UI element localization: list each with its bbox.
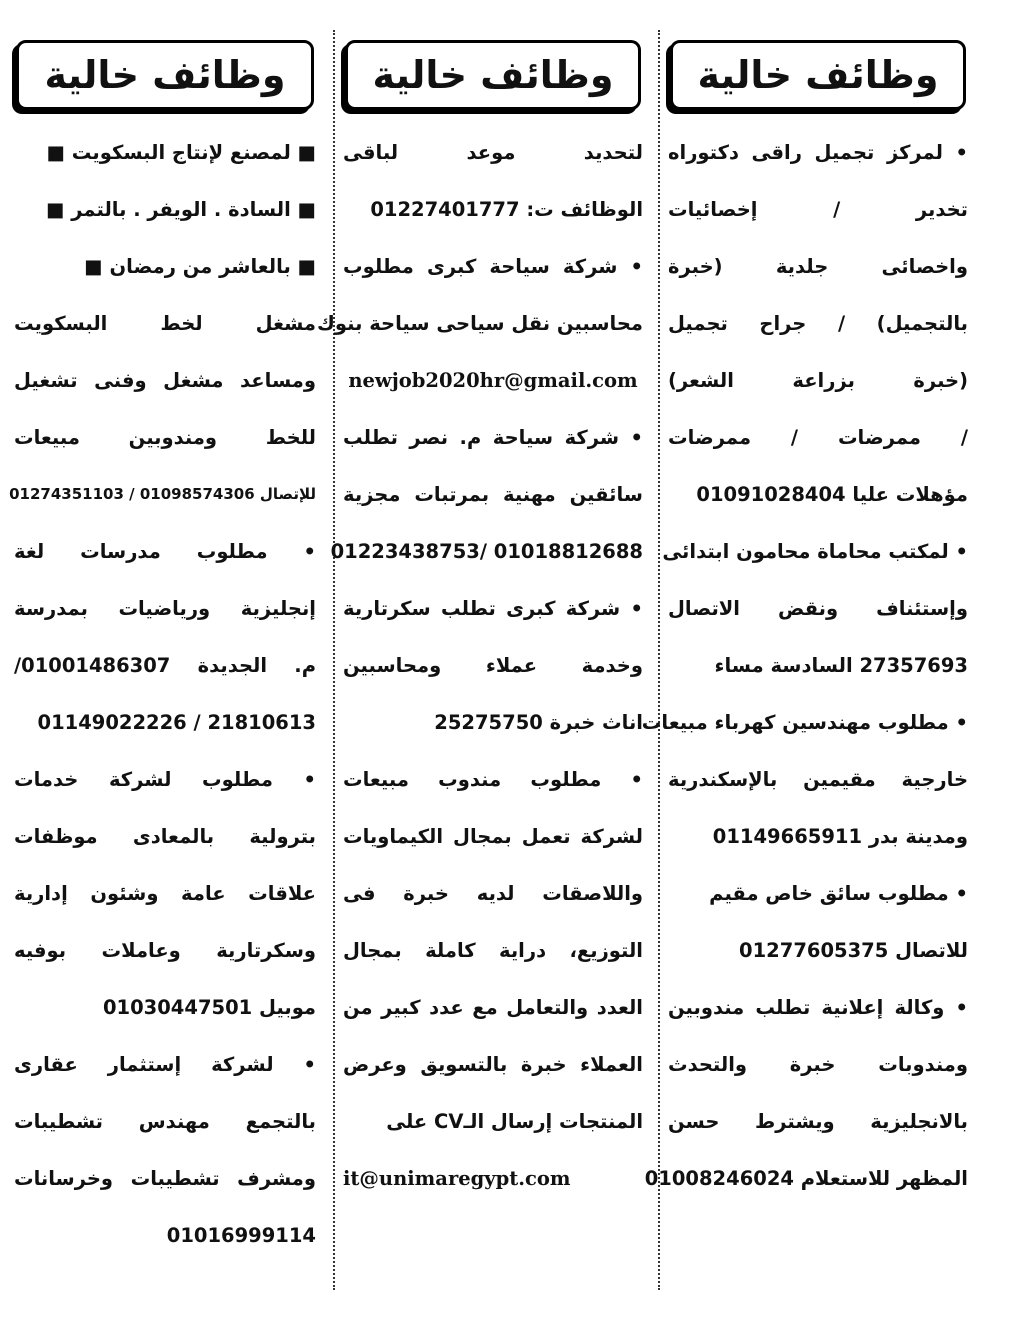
ad-line: وإستئناف ونقض الاتصال: [668, 597, 968, 620]
ad-line: اناث خبرة 25275750: [434, 711, 643, 734]
ad-line: • لمكتب محاماة محامون ابتدائى: [662, 540, 968, 563]
ad-line: إنجليزية ورياضيات بمدرسة: [14, 597, 316, 620]
ad-line: ومشرف تشطيبات وخرسانات: [14, 1167, 316, 1190]
ad-line: ■ لمصنع لإنتاج البسكويت ■: [46, 141, 316, 164]
ad-line: 01018812688 /01223438753: [330, 540, 643, 563]
ad-line: تخدير / إخصائيات: [668, 198, 968, 221]
ad-line: العملاء خبرة بالتسويق وعرض: [343, 1053, 643, 1076]
ad-line: (خبرة بزراعة الشعر): [668, 369, 968, 392]
ad-line: ومساعد مشغل وفنى تشغيل: [14, 369, 316, 392]
email-address[interactable]: it@unimaregypt.com: [343, 1167, 571, 1190]
header-title: وظائف خالية: [372, 53, 614, 97]
ad-line: للاتصال 01277605375: [739, 939, 968, 962]
ad-line: بترولية بالمعادى موظفات: [14, 825, 316, 848]
ad-line: للإتصال 01098574306 / 01274351103: [9, 485, 316, 503]
column-middle: [317, 30, 643, 1300]
ad-line: 01016999114: [166, 1224, 316, 1247]
ad-line: • مطلوب مندوب مبيعات: [343, 768, 643, 791]
ad-line: وخدمة عملاء ومحاسبين: [343, 654, 643, 677]
header-title: وظائف خالية: [44, 53, 286, 97]
ad-line: المظهر للاستعلام 01008246024: [644, 1167, 968, 1190]
ad-line: 27357693 السادسة مساء: [714, 654, 968, 677]
ad-line: • شركة كبرى تطلب سكرتارية: [343, 597, 643, 620]
ad-line: م. الجديدة 01001486307/: [14, 654, 316, 677]
ad-line: المنتجات إرسال الـCV على: [386, 1110, 643, 1133]
ad-line: واخصائى جلدية (خبرة: [668, 255, 968, 278]
ad-line: • شركة سياحة كبرى مطلوب: [343, 255, 643, 278]
section-header: [345, 40, 641, 110]
ad-line: • مطلوب مهندسين كهرباء مبيعات: [641, 711, 968, 734]
ad-line: مؤهلات عليا 01091028404: [696, 483, 968, 506]
ad-line: واللاصقات لديه خبرة فى: [343, 882, 643, 905]
ad-line: ومندوبات خبرة والتحدث: [668, 1053, 968, 1076]
ad-line: علاقات عامة وشئون إدارية: [14, 882, 316, 905]
ad-line: 21810613 / 01149022226: [37, 711, 316, 734]
ad-line: العدد والتعامل مع عدد كبير من: [343, 996, 643, 1019]
ad-line: / ممرضات / ممرضات: [668, 426, 968, 449]
ad-line: • مطلوب سائق خاص مقيم: [709, 882, 968, 905]
ad-line: خارجية مقيمين بالإسكندرية: [668, 768, 968, 791]
ad-line: بالتجميل) / جراح تجميل: [668, 312, 968, 335]
ad-line: لتحديد موعد لباقى: [343, 141, 643, 164]
section-header: [670, 40, 966, 110]
ad-line: • مطلوب لشركة خدمات: [14, 768, 316, 791]
header-title: وظائف خالية: [697, 53, 939, 97]
ad-line: للخط ومندوبين مبيعات: [14, 426, 316, 449]
ad-line: • وكالة إعلانية تطلب مندوبين: [668, 996, 968, 1019]
column-right: [641, 30, 968, 1300]
ad-line: • شركة سياحة م. نصر تطلب: [343, 426, 643, 449]
ad-line: التوزيع، دراية كاملة بمجال: [343, 939, 643, 962]
ad-line: ومدينة بدر 01149665911: [712, 825, 968, 848]
section-header: [16, 40, 314, 110]
ad-line: • لمركز تجميل راقى دكتوراه: [668, 141, 968, 164]
ad-line: لشركة تعمل بمجال الكيماويات: [343, 825, 643, 848]
ad-line: • مطلوب مدرسات لغة: [14, 540, 316, 563]
ad-line: بالانجليزية ويشترط حسن: [668, 1110, 968, 1133]
ad-line: سائقين مهنية بمرتبات مجزية: [343, 483, 643, 506]
ad-line: محاسبين نقل سياحى سياحة بنوك: [317, 312, 643, 335]
column-divider: [333, 30, 335, 1290]
ad-line: بالتجمع مهندس تشطيبات: [14, 1110, 316, 1133]
ad-line: وسكرتارية وعاملات بوفيه: [14, 939, 316, 962]
ad-line: الوظائف ت: 01227401777: [370, 198, 643, 221]
column-divider: [658, 30, 660, 1290]
column-left: [9, 30, 316, 1300]
email-address[interactable]: newjob2020hr@gmail.com: [348, 369, 638, 392]
ad-line: موبيل 01030447501: [102, 996, 316, 1019]
ad-line: ■ السادة . الويفر . بالتمر ■: [46, 198, 316, 221]
ad-line: ■ بالعاشر من رمضان ■: [84, 255, 316, 278]
ad-line: • لشركة إستثمار عقارى: [14, 1053, 316, 1076]
ad-line: مشغل لخط البسكويت: [14, 312, 316, 335]
